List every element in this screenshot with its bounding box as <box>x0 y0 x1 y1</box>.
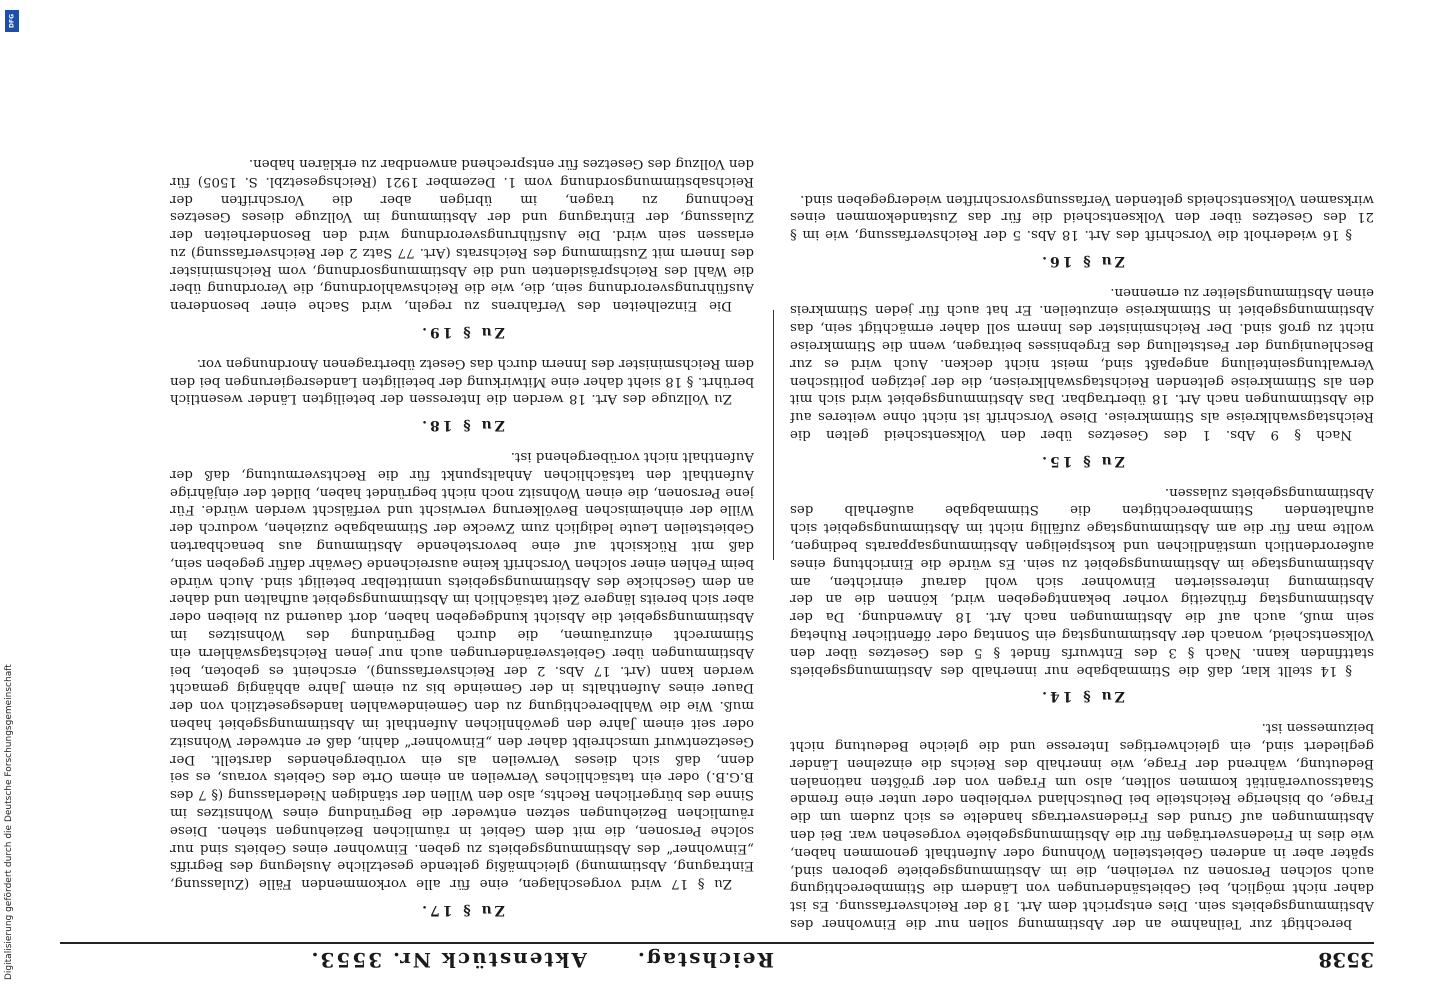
section <box>790 718 1374 932</box>
running-header <box>60 942 1374 974</box>
section-heading: Zu § 15. <box>1039 452 1125 469</box>
section <box>790 190 1374 269</box>
section <box>170 154 754 340</box>
dfg-logo: DFG <box>5 10 19 32</box>
section <box>790 283 1374 469</box>
margin-strip <box>0 0 24 1000</box>
section-heading: Zu § 19. <box>419 324 505 341</box>
running-title <box>310 948 775 972</box>
document-number: Aktenstück Nr. 3553. <box>309 948 587 972</box>
left-column <box>790 52 1374 932</box>
paragraph: Die Einzelheiten des Verfahrens zu regeln, wird Sache einer besonderen Ausführungsverordnung sein, die, wie die Reichswahlordnung, die Verordnung über die Wahl des Reichspräsidenten und die Abstimmungsordnung, vom Reichsminister des Innern mit Zustimmung des Reichsrats (Art. 77 Satz 2 der Reichsverfassung) zu erlassen sein wird. Die Ausführungsverordnung wird den Besonderheiten der Zulassung, der Eintragung und der Abstimmung im Vollzuge dieses Gesetzes Rechnung zu tragen, im übrigen aber die Vorschriften der Reichsabstimmungsordnung vom 1. Dezember 1921 (Reichsgesetzbl. S. 1505) für den Vollzug des Gesetzes für entsprechend anwendbar zu erklären haben. <box>170 155 754 314</box>
paragraph: Zu § 17 wird vorgeschlagen, eine für alle vorkommenden Fälle (Zulassung, Eintragung, Abstimmung) gleichmäßig geltende gesetzliche Auslegung des Begriffs „Einwohner“ des Abstimmungsgebiets zu geben. Einwohner eines Gebiets sind nur solche Personen, die mit dem Gebiet in räumlichen Beziehungen stehen. Diese räumlichen Beziehungen setzen entweder die Begründung eines Wohnsitzes im Sinne des bürgerlichen Rechts, also den Willen der ständigen Niederlassung (§ 7 des B.G.B.) oder ein tatsächliches Verweilen an einem Orte des Gebiets voraus, es sei denn, daß sich dieses Verweilen als ein vorübergehendes darstellt. Der Gesetzentwurf umschreibt daher den „Einwohner“ dahin, daß er entweder Wohnsitz oder seit einem Jahre den gewöhnlichen Aufenthalt im Abstimmungsgebiet haben muß. Wie die Wahlberechtigung zu den Gemeindewahlen landesgesetzlich von der Dauer eines Aufenthalts in der Gemeinde bis zu einem Jahre abhängig gemacht werden kann (Art. 17 Abs. 2 der Reichsverfassung), erscheint es geboten, bei Abstimmungen über Gebietsveränderungen auch nur jenen Reichstagswählern ein Stimmrecht einzuräumen, die durch Begründung des Wohnsitzes im Abstimmungsgebiet die Absicht kundgegeben haben, dort dauernd zu bleiben oder aber sich bereits längere Zeit tatsächlich im Abstimmungsgebiet aufhalten und daher an dem Geschicke des Abstimmungsgebiets unmittelbar beteiligt sind. Auch würde beim Fehlen einer solchen Vorschrift keine ausreichende Gewähr dafür gegeben sein, daß mit Rücksicht auf eine bevorstehende Abstimmung aus benachbarten Gebietsteilen Leute lediglich zum Zwecke der Stimmabgabe zuziehen, wodurch der Wille der einheimischen Bevölkerung verwischt und verfälscht werden würde. Für jene Personen, die einen Wohnsitz noch nicht begründet haben, bildet der einjährige Aufenthalt den tatsächlichen Anhaltspunkt für die Rechtsvermutung, daß der Aufenthalt nicht vorübergehend ist. <box>170 449 754 892</box>
page-number: 3538 <box>1318 948 1374 972</box>
paragraph: berechtigt zur Teilnahme an der Abstimmung sollen nur die Einwohner des Abstimmungsgebiets sein. Dies entspricht dem Art. 18 der Reichsverfassung. Es ist daher nicht möglich, bei Gebietsänderungen von Ländern die Stimmberechtigung auch solchen Personen zu verleihen, die im Abstimmungsgebiete geboren sind, später aber in anderen Gebietsteilen Wohnung oder Aufenthalt genommen haben, wie dies in Friedensverträgen für die Abstimmungsgebiete vorgesehen war. Bei den Abstimmungen auf Grund des Friedensvertrags handelte es sich zudem um die Frage, ob bisherige Reichsteile bei Deutschland verbleiben oder unter eine fremde Staatssouveränität kommen sollten, also um Fragen von der größten nationalen Bedeutung, während der Frage, wie innerhalb des Reichs die einzelnen Länder gegliedert sind, ein gleichwertiges Interesse und die gleiche Bedeutung nicht beizumessen ist. <box>790 720 1374 931</box>
paragraph: § 14 stellt klar, daß die Stimmabgabe nur innerhalb des Abstimmungsgebiets stattfinden kann. Nach § 3 des Entwurfs findet § 5 des Gesetzes über den Volksentscheid, wonach der Abstimmungstag ein Sonntag oder öffentlicher Ruhetag sein muß, auch auf die Abstimmungen nach Art. 18 Anwendung. Da der Abstimmungstag frühzeitig vorher bekanntgegeben wird, können die an der Abstimmung interessierten Einwohner sich wohl darauf einrichten, am Abstimmungstage im Abstimmungsgebiet zu sein. Es würde die Einrichtung eines außerordentlich umständlichen und kostspieligen Abstimmungsapparats bedingen, wollte man für die am Abstimmungstage zufällig nicht im Abstimmungsgebiet sich aufhaltenden Stimmberechtigten die Stimmabgabe außerhalb des Abstimmungsgebiets zulassen. <box>790 484 1374 678</box>
section-heading: Zu § 14. <box>1039 688 1125 705</box>
column-divider <box>773 310 774 560</box>
paragraph: Zu Vollzuge des Art. 18 werden die Interessen der beteiligten Länder wesentlich berührt. § 18 sieht daher eine Mitwirkung der beteiligten Landesregierungen bei den dem Reichsminister des Innern durch das Gesetz übertragenen Anordnungen vor. <box>170 355 754 407</box>
right-column <box>170 52 754 932</box>
paragraph: Nach § 9 Abs. 1 des Gesetzes über den Volksentscheid gelten die Reichstagswahlkreise als Stimmkreise. Diese Vorschrift ist nicht ohne weiteres auf die Abstimmungen nach Art. 18 übertragbar. Das Abstimmungsgebiet wird sich mit den als Stimmkreise geltenden Reichstagswahlkreisen, die der jetzigen politischen Verwaltungseinteilung angepaßt sind, meist nicht decken. Auch wird es zur Beschleunigung der Feststellung des Ergebnisses beitragen, wenn die Stimmkreise nicht zu groß sind. Der Reichsminister des Innern soll daher ermächtigt sein, das Abstimmungsgebiet in Stimmkreise einzuteilen. Er hat auch für jeden Stimmkreis einen Abstimmungsleiter zu ernennen. <box>790 284 1374 443</box>
paragraph: § 16 wiederholt die Vorschrift des Art. 18 Abs. 5 der Reichsverfassung, wie im § 21 des Gesetzes über den Volksentscheid die für das Zustandekommen eines wirksamen Volksentscheids geltenden Verfassungsvorschriften wiedergegeben sind. <box>790 191 1374 243</box>
section-heading: Zu § 18. <box>419 417 505 434</box>
section-heading: Zu § 17. <box>419 902 505 918</box>
section <box>170 447 754 918</box>
section <box>170 354 754 433</box>
publication-title: Reichstag. <box>635 948 774 972</box>
section <box>790 483 1374 705</box>
digitization-note: Digitalisierung gefördert durch die Deutsche Forschungsgemeinschaft <box>4 664 14 980</box>
section-heading: Zu § 16. <box>1039 252 1125 269</box>
